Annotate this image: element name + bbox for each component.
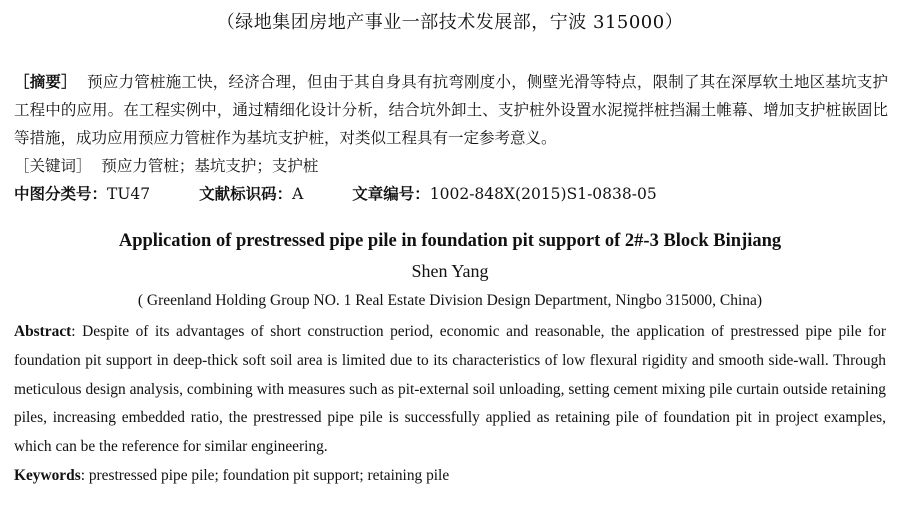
article-no-value: 1002-848X(2015)S1-0838-05 — [429, 185, 657, 203]
affiliation-cn: （绿地集团房地产事业一部技术发展部，宁波 315000） — [216, 12, 684, 33]
english-affiliation: ( Greenland Holding Group NO. 1 Real Estate Division Design Department, Ningbo 315000, China) — [137, 292, 763, 309]
abstract-en-tag: Abstract — [14, 323, 72, 340]
clc-group — [14, 185, 150, 203]
abstract-cn-paragraph — [14, 68, 888, 152]
english-author: Shen Yang — [411, 261, 489, 281]
doc-code-value: A — [292, 185, 304, 203]
doc-code-group — [199, 185, 303, 203]
abstract-en-paragraph — [14, 318, 886, 462]
keywords-cn-text: 预应力管桩；基坑支护；支护桩 — [101, 157, 319, 175]
abstract-cn — [14, 68, 888, 152]
english-title: Application of prestressed pipe pile in foundation pit support of 2#-3 Block Binjiang — [118, 231, 782, 251]
classification-line — [14, 182, 888, 204]
keywords-cn-tag: ［关键词］ — [14, 157, 92, 175]
keywords-en-tag: Keywords — [14, 466, 81, 484]
article-no-group — [352, 185, 656, 203]
abstract-en-text: Despite of its advantages of short construction period, economic and reasonable, the application of prestressed pipe pile for foundation pit support in deep-thick soft soil area is limited due to its characteristics of low flexural rigidity and smooth side-wall. Through meticulous design analysis, combining with measures such as pit-external soil unloading, setting cement mixing pile curtain outside retaining piles, increasing embedded ratio, the prestressed pipe pile is successfully applied as retaining pile of foundation pit in project examples, which can be the reference for similar engineering. — [14, 323, 887, 456]
keywords-en-text: prestressed pipe pile; foundation pit support; retaining pile — [88, 466, 450, 484]
abstract-en-sep: : — [71, 323, 83, 340]
abstract-cn-text: 预应力管桩施工快，经济合理，但由于其自身具有抗弯刚度小，侧壁光滑等特点，限制了其在深厚软土地区基坑支护工程中的应用。在工程实例中，通过精细化设计分析，结合坑外卸土、支护桩外设置水泥搅拌桩挡漏土帷幕、增加支护桩嵌固比等措施，成功应用预应力管桩作为基坑支护桩，对类似工程具有一定参考意义。 — [14, 73, 888, 147]
keywords-en-sep: : — [80, 466, 89, 484]
keywords-en-paragraph — [14, 462, 886, 491]
abstract-cn-tag: ［摘要］ — [14, 73, 77, 91]
abstract-en — [14, 318, 886, 491]
keywords-cn — [14, 152, 888, 180]
clc-value: TU47 — [107, 185, 151, 203]
doc-code-label: 文献标识码： — [199, 185, 293, 203]
article-no-label: 文章编号： — [352, 185, 430, 203]
clc-label: 中图分类号： — [14, 185, 108, 203]
keywords-cn-paragraph — [14, 152, 888, 180]
